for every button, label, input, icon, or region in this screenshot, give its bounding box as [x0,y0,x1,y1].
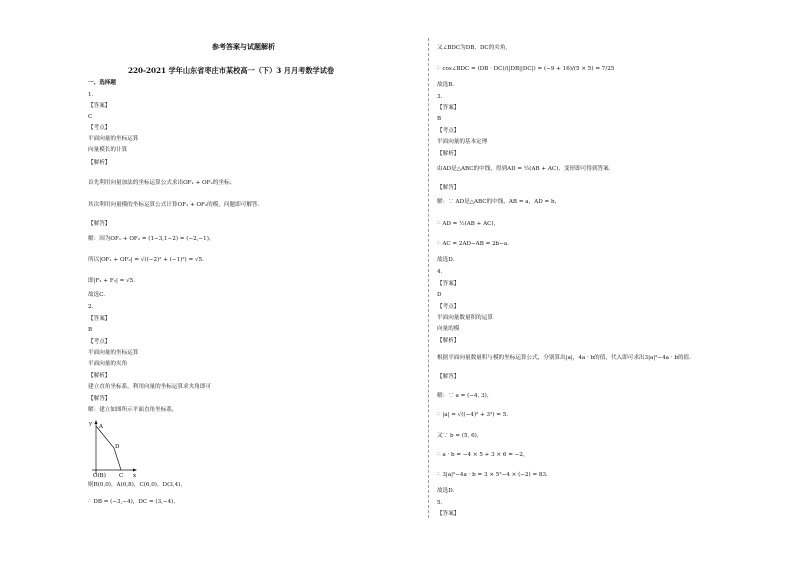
right-line: 【解答】 [437,374,460,380]
right-line: ∴ AC = 2AD−AB = 2b−a. [437,241,510,247]
left-line: 即|F₁ + F₂| = √5. [88,278,135,284]
label-y: y [89,421,93,427]
section-heading: 一、选择题 [88,80,116,86]
answer-title: 参考答案与试题解析 [212,42,275,51]
left-line: 所以|OF₁ + OF₂| = √((−2)² + (−1)²) = √5. [88,257,204,263]
left-line: 【考点】 [88,125,111,131]
left-line: 【解答】 [88,396,111,402]
left-line: 平面向量的夹角 [88,361,128,367]
right-line: 3. [437,94,443,100]
right-line: 由AD是△ABC的中线，得到AD = ½(AB + AC)，变形即可得到答案. [437,166,611,172]
label-C: C [119,473,124,479]
left-line: 故选C. [88,292,106,298]
left-line: 1. [88,92,94,98]
right-line: B [437,116,442,122]
left-line: 平面向量的坐标运算 [88,350,139,356]
label-A: A [99,424,103,430]
left-line: 建立直角坐标系，利用向量的坐标运算求夹角即可 [88,384,212,390]
right-line: 向量的模 [437,326,460,332]
right-line: 又∠BDC为DB，DC的夹角, [437,45,508,51]
left-line: 解：建立如图所示平面直角坐标系， [88,407,178,413]
right-line: ∴ |a| = √((−4)² + 3²) = 5. [437,412,509,418]
left-line: 解：因为OF₁ + OF₂ = (1−3,1−2) = (−2,−1)， [88,236,215,242]
right-line: 【考点】 [437,304,460,310]
left-line: ∴ DB = (−3,−4)，DC = (3,−4)， [88,499,179,505]
left-line: 则B(0,0)，A(0,8)，C(6,0)，D(3,4)， [88,482,186,488]
right-line: 解：∵ AD是△ABC的中线，AB = a，AD = b， [437,199,561,205]
right-line: 平面向量的基本定理 [437,139,488,145]
right-line: 故选B. [437,82,455,88]
right-line: 【答案】 [437,511,460,517]
left-line: 【答案】 [88,316,111,322]
right-line: 【解答】 [437,185,460,191]
left-line: 【解析】 [88,160,111,166]
left-line: B [88,327,93,333]
right-line: 平面向量数量积的运算 [437,315,493,321]
left-line: 【解答】 [88,221,111,227]
left-line: 【解析】 [88,373,111,379]
label-OB: O(B) [93,473,106,479]
coordinate-figure [88,418,138,480]
right-line: 【答案】 [437,105,460,111]
left-line: 首先利用向量加法的坐标运算公式求出OF₁ + OF₂的坐标； [88,180,236,186]
exam-title: 220-2021 学年山东省枣庄市某校高一（下）3 月月考数学试卷 [128,66,335,75]
right-line: ∴ AD = ½(AB + AC)， [437,221,500,227]
right-line: 4. [437,269,443,275]
column-divider [428,38,429,518]
right-line: 【答案】 [437,281,460,287]
right-line: 【解析】 [437,338,460,344]
left-line: 2. [88,304,94,310]
right-line: ∴ cos∠BDC = (DB · DC)/(|DB||DC|) = (−9 + 16)/(5 × 5) = 7/25 [437,66,615,72]
left-line: C [88,114,93,120]
left-line: 【考点】 [88,339,111,345]
right-line: D [437,292,442,298]
right-line: 【考点】 [437,128,460,134]
left-line: 向量模长的计算 [88,147,128,153]
label-x: x [133,473,137,479]
label-D: D [115,444,120,450]
left-line: 【答案】 [88,103,111,109]
right-line: ∴ a · b = −4 × 5 + 3 × 6 = −2， [437,452,529,458]
right-line: 又∵ b = (5, 6)， [437,433,483,439]
left-line: 平面向量的坐标运算 [88,136,139,142]
right-line: 5. [437,500,443,506]
right-line: ∴ 3|a|²−4a · b = 3 × 5²−4 × (−2) = 83. [437,472,548,478]
right-line: 解：∵ a = (−4, 3)， [437,393,493,399]
right-line: 根据平面向量数量积与模的坐标运算公式，分别算出|a|，4a · b的值，代入即可求出3|a|²−4a · b的值. [437,355,691,361]
right-line: 故选D. [437,488,455,494]
right-line: 【解析】 [437,151,460,157]
left-line: 其次利用向量模的坐标运算公式计算OF₁ + OF₂的模，问题即可解答. [88,202,260,208]
right-line: 故选D. [437,257,455,263]
